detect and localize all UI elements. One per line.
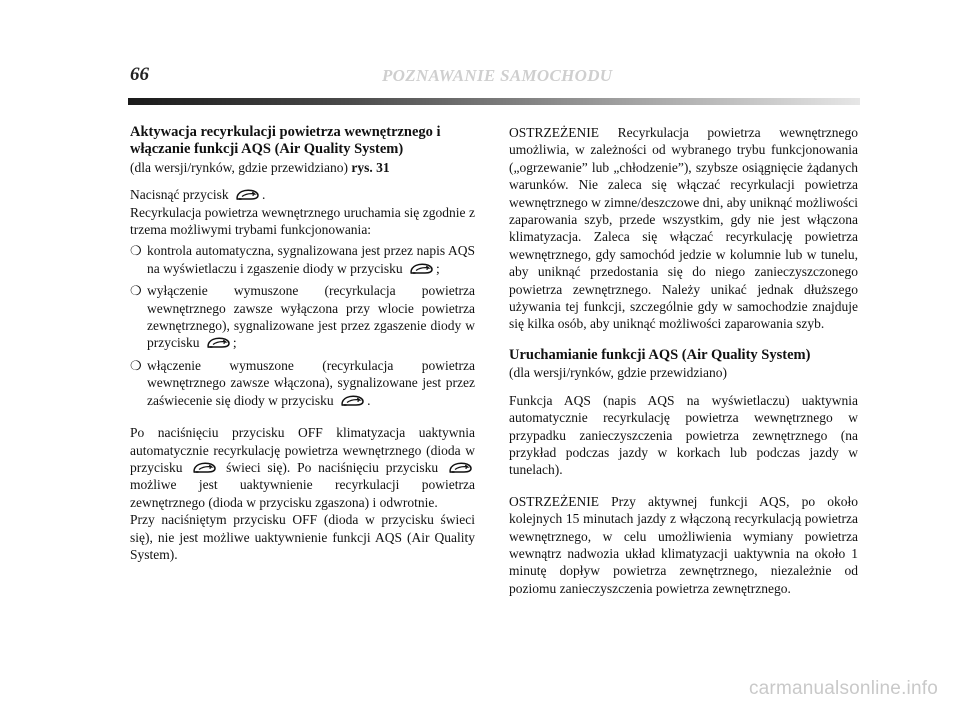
list-item [130,282,475,352]
subheading-text: (dla wersji/rynków, gdzie przewidziano) [130,159,352,175]
section-heading [130,124,475,159]
circle-bullet-icon: ❍ [130,243,142,259]
list-item-text: włączenie wymuszone (recyrkulacja powietrza wewnętrznego zawsze włączona), sygnalizowane jest przez zaświecenie się diody w przycisku [147,357,475,408]
intro-paragraph: Recyrkulacja powietrza wewnętrznego uruchamia się zgodnie z trzema możliwymi trybami funkcjonowania: [130,204,475,238]
header-rule [128,98,860,105]
list-item [130,357,475,409]
running-title: POZNAWANIE SAMOCHODU [382,66,613,85]
figure-reference: rys. 31 [351,159,390,175]
off-button-paragraph [130,424,475,511]
list-item-end: ; [232,335,237,351]
recirculation-icon [205,336,231,349]
recirculation-icon [191,461,217,474]
recirculation-icon [447,461,473,474]
aqs-paragraph: Funkcja AQS (napis AQS na wyświetlaczu) uaktywnia automatycznie recyrkulację powietrza wewnętrznego w przypadku zanieczyszczenia powietrza zewnętrznego (na przykład podczas jazdy w korkach lub podczas jazdy w tunelach). [509,392,858,478]
recirculation-icon [234,188,260,201]
left-column [130,124,475,563]
para-a-part2: świeci się). Po naciśnięciu przycisku [226,459,439,475]
recirculation-icon [339,394,365,407]
para-a-part1: Po naciśnięciu przycisku OFF klimatyzacja uaktywnia automatycznie recyrkulację powietrza wewnętrznego (dioda w przycisku [130,425,475,475]
press-end: . [261,187,266,203]
list-item-end: . [367,392,371,408]
mode-list [130,242,475,409]
press-instruction [130,186,475,203]
list-item [130,242,475,277]
circle-bullet-icon: ❍ [130,283,142,299]
warning-aqs: OSTRZEŻENIE Przy aktywnej funkcji AQS, po około kolejnych 15 minutach jazdy z włączoną recyrkulacją powietrza wewnętrznego, w celu umożliwienia wymiany powietrza wewnątrz nadwozia układ klimatyzacji uaktywnia na około 1 minutę dopływ powietrza zewnętrznego, niezależnie od poziomu zanieczyszczenia powietrza zewnętrznego. [509,493,858,596]
recirculation-icon [408,262,434,275]
aqs-subheading: (dla wersji/rynków, gdzie przewidziano) [509,365,728,381]
circle-bullet-icon: ❍ [130,357,142,373]
section-subheading [130,159,475,176]
off-pressed-paragraph: Przy naciśniętym przycisku OFF (dioda w przycisku świeci się), nie jest możliwe uaktywnienie funkcji AQS (Air Quality System). [130,512,475,562]
list-item-text: kontrola automatyczna, sygnalizowana jest przez napis AQS na wyświetlaczu i zgaszenie diody w przycisku [147,243,475,276]
warning-recirculation: OSTRZEŻENIE Recyrkulacja powietrza wewnętrznego umożliwia, w zależności od wybranego trybu funkcjonowania („ogrzewanie” lub „chłodzenie”), szybsze osiągnięcie żądanych warunków. Nie zaleca się włączać recyrkulacji powietrza wewnętrznego w zimne/deszczowe dni, aby uniknąć możliwości zaparowania szyb, przede wszystkim, gdy nie jest włączona klimatyzacja. Zaleca się włączać recyrkulację powietrza wewnętrznego, gdy samochód jedzie w kolumnie lub w tunelu, aby uniknąć przedostania się do niego zanieczyszczonego powietrza zewnętrznego. Należy unikać jednak dłuższego używania tej funkcji, szczególnie gdy w samochodzie znajduje się kilka osób, aby uniknąć możliwości zaparowania szyb. [509,125,859,332]
heading-line-1: Aktywacja recyrkulacji powietrza wewnętrznego i [130,124,441,140]
para-a-part3: możliwe jest uaktywnienie recyrkulacji powietrza zewnętrznego (dioda w przycisku zgaszona) i odwrotnie. [130,477,475,510]
page-number: 66 [130,64,149,85]
watermark: carmanualsonline.info [748,678,938,699]
list-item-text: wyłączenie wymuszone (recyrkulacja powietrza wewnętrznego zawsze wyłączona przy wlocie powietrza zewnętrznego), sygnalizowane jest przez zgaszenie diody w przycisku [147,283,475,351]
heading-line-2: włączanie funkcji AQS (Air Quality System) [130,141,404,158]
press-text: Nacisnąć przycisk [130,187,229,203]
right-column [509,124,858,597]
aqs-heading: Uruchamianie funkcji AQS (Air Quality System) [509,346,811,363]
list-item-end: ; [436,260,440,276]
